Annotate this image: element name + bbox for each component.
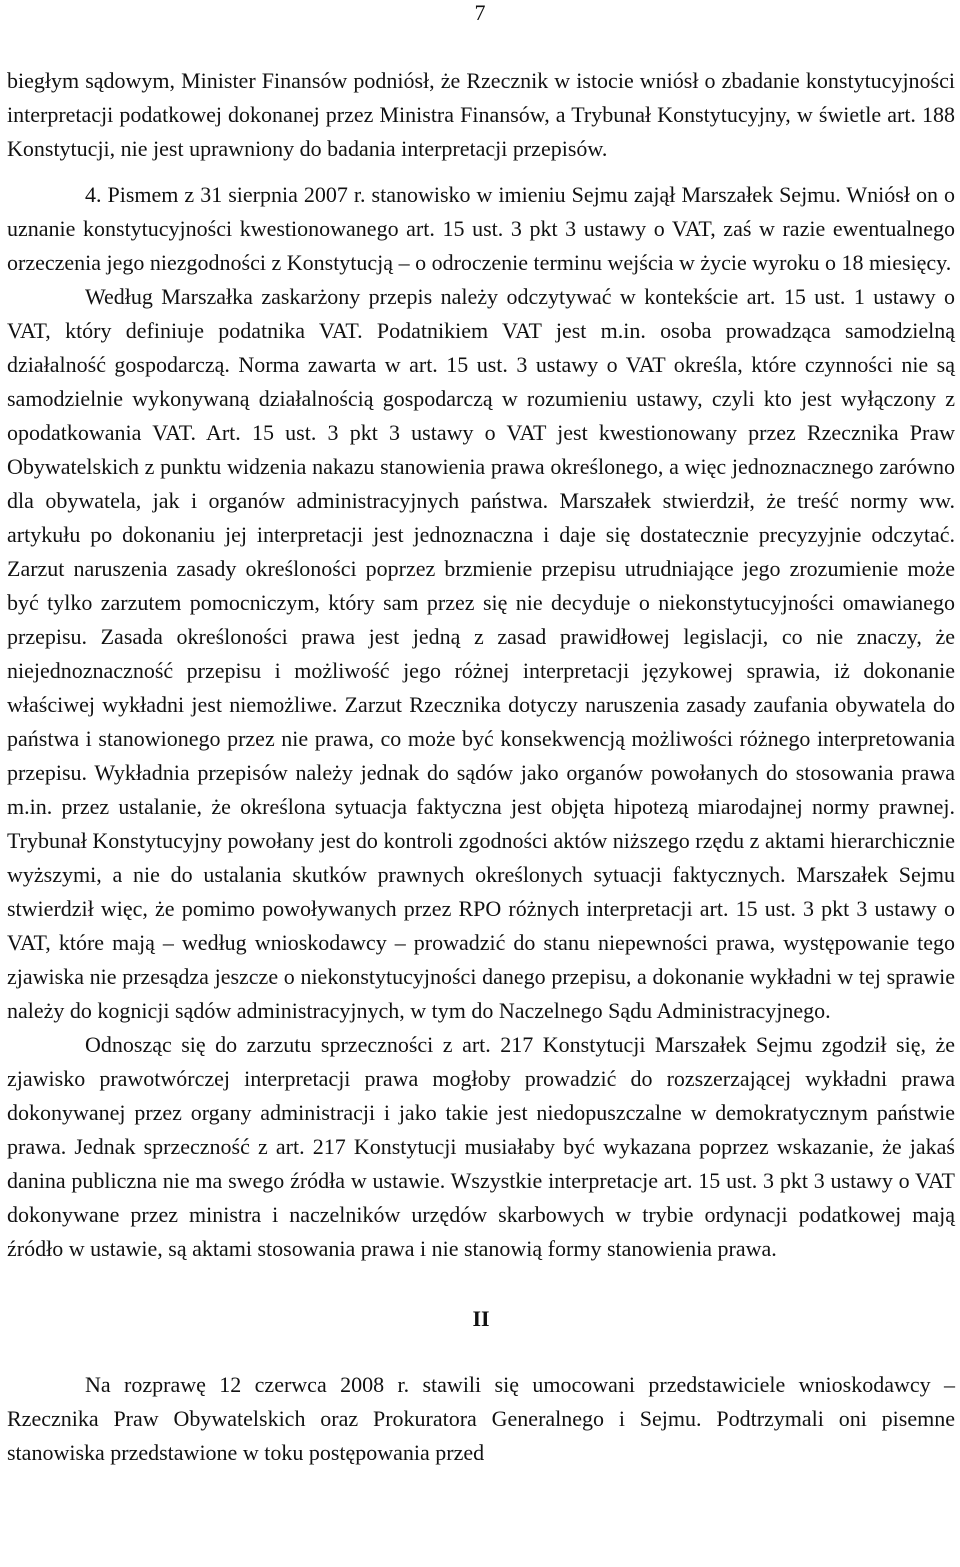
section-heading: II <box>472 1306 490 1331</box>
paragraph-continuation: biegłym sądowym, Minister Finansów podniósł, że Rzecznik w istocie wniósł o zbadanie konstytucyjności interpretacji podatkowej dokonanej przez Ministra Finansów, a Trybunał Konstytucyjny, w świetle art. 188 Konstytucji, nie jest uprawniony do badania interpretacji przepisów. <box>7 68 955 161</box>
document-body <box>7 64 955 1470</box>
paragraph-hearing: Na rozprawę 12 czerwca 2008 r. stawili się umocowani przedstawiciele wnioskodawcy – Rzecznika Praw Obywatelskich oraz Prokuratora Generalnego i Sejmu. Podtrzymali oni pisemne stanowiska przedstawione w toku postępowania przed <box>7 1372 955 1465</box>
page-number: 7 <box>474 0 486 25</box>
paragraph-sejm-position: 4. Pismem z 31 sierpnia 2007 r. stanowisko w imieniu Sejmu zajął Marszałek Sejmu. Wniósł on o uznanie konstytucyjności kwestionowanego art. 15 ust. 3 pkt 3 ustawy o VAT, zaś w razie ewentualnego orzeczenia jego niezgodności z Konstytucją – o odroczenie terminu wejścia w życie wyroku o 18 miesięcy. <box>7 182 955 275</box>
paragraph-art-217: Odnosząc się do zarzutu sprzeczności z art. 217 Konstytucji Marszałek Sejmu zgodził się, że zjawisko prawotwórczej interpretacji prawa mogłoby prowadzić do rozszerzającej wykładni prawa dokonywanej przez organy administracji i jako takie jest niedopuszczalne w demokratycznym państwie prawa. Jednak sprzeczność z art. 217 Konstytucji musiałaby być wykazana poprzez wskazanie, że jakaś danina publiczna nie ma swego źródła w ustawie. Wszystkie interpretacje art. 15 ust. 3 pkt 3 ustawy o VAT dokonywane przez ministra i naczelników urzędów skarbowych w trybie ordynacji podatkowej mają źródło w ustawie, są aktami stosowania prawa i nie stanowią formy stanowienia prawa. <box>7 1032 955 1261</box>
paragraph-marshal-argument: Według Marszałka zaskarżony przepis należy odczytywać w kontekście art. 15 ust. 1 ustawy o VAT, który definiuje podatnika VAT. Podatnikiem VAT jest m.in. osoba prowadząca samodzielną działalność gospodarczą. Norma zawarta w art. 15 ust. 3 ustawy o VAT określa, które czynności nie są samodzielnie wykonywaną działalnością gospodarczą w rozumieniu ustawy, czyli kto jest wyłączony z opodatkowania VAT. Art. 15 ust. 3 pkt 3 ustawy o VAT jest kwestionowany przez Rzecznika Praw Obywatelskich z punktu widzenia nakazu stanowienia prawa określonego, a więc jednoznacznego zarówno dla obywatela, jak i organów administracyjnych państwa. Marszałek stwierdził, że treść normy ww. artykułu po dokonaniu jej interpretacji jest jednoznaczna i daje się dostatecznie precyzyjnie odczytać. Zarzut naruszenia zasady określoności poprzez brzmienie przepisu utrudniające jego zrozumienie może być tylko zarzutem pomocniczym, który sam przez się nie decyduje o niekonstytucyjności omawianego przepisu. Zasada określoności prawa jest jedną z zasad prawidłowej legislacji, co nie znaczy, że niejednoznaczność przepisu i możliwość jego różnej interpretacji językowej sprawia, iż dokonanie właściwej wykładni jest niemożliwe. Zarzut Rzecznika dotyczy naruszenia zasady zaufania obywatela do państwa i stanowionego przez nie prawa, co może być konsekwencją możliwości różnego interpretowania przepisu. Wykładnia przepisów należy jednak do sądów jako organów powołanych do stosowania prawa m.in. przez ustalanie, że określona sytuacja faktyczna jest objęta hipotezą miarodajnej normy prawnej. Trybunał Konstytucyjny powołany jest do kontroli zgodności aktów niższego rzędu z aktami hierarchicznie wyższymi, a nie do ustalania skutków prawnych określonych sytuacji faktycznych. Marszałek Sejmu stwierdził więc, że pomimo powoływanych przez RPO różnych interpretacji art. 15 ust. 3 pkt 3 ustawy o VAT, które mają – według wnioskodawcy – prowadzić do stanu niepewności prawa, występowanie tego zjawiska nie przesądza jeszcze o niekonstytucyjności danego przepisu, a dokonanie wykładni w tej sprawie należy do kognicji sądów administracyjnych, w tym do Naczelnego Sądu Administracyjnego. <box>7 284 955 1023</box>
